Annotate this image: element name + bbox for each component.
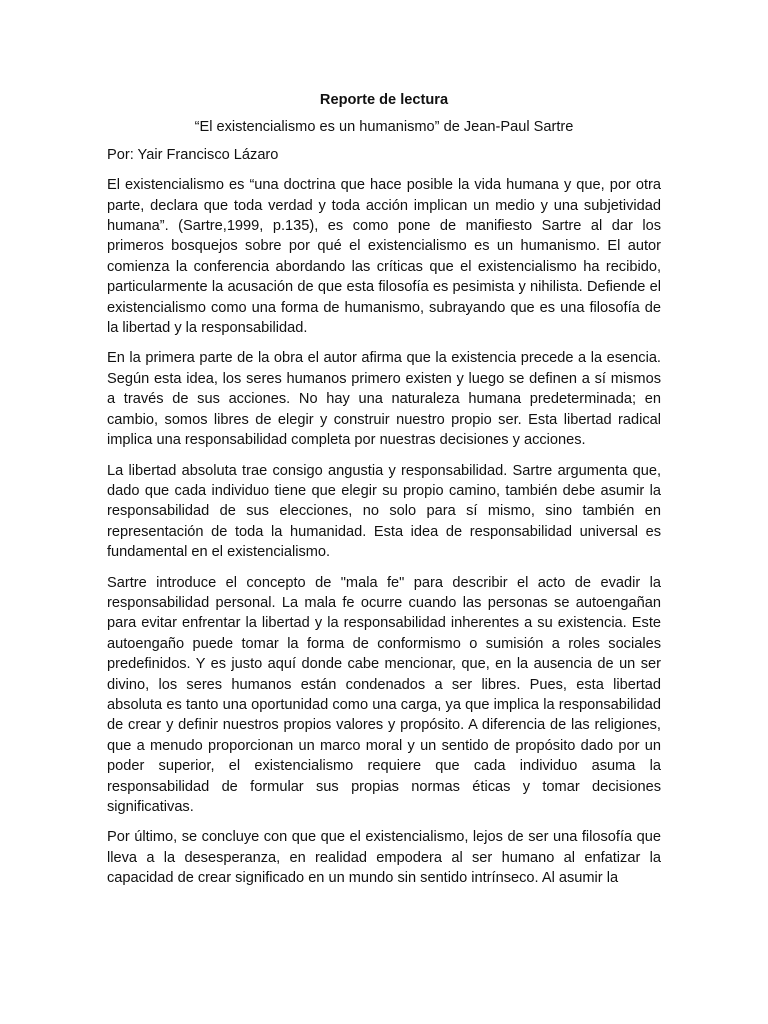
document-subtitle: “El existencialismo es un humanismo” de Jean-Paul Sartre: [194, 119, 574, 136]
document-body: [107, 90, 661, 899]
document-author: Por: Yair Francisco Lázaro: [107, 146, 279, 163]
paragraph-4: Sartre introduce el concepto de "mala fe" para describir el acto de evadir la responsabilidad personal. La mala fe ocurre cuando las personas se autoengañan para evitar enfrentar la libertad y la responsabilidad inherentes a su existencia. Este autoengaño puede tomar la forma de conformismo o sumisión a roles sociales predefinidos. Y es justo aquí donde cabe mencionar, que, en la ausencia de un ser divino, los seres humanos están condenados a ser libres. Pues, esta libertad absoluta es tanto una oportunidad como una carga, ya que implica la responsabilidad de crear y definir nuestros propios valores y propósito. A diferencia de las religiones, que a menudo proporcionan un marco moral y un sentido de propósito dado por un poder superior, el existencialismo requiere que cada individuo asuma la responsabilidad de formular sus propias normas éticas y tomar decisiones significativas.: [107, 574, 661, 815]
paragraph-2: En la primera parte de la obra el autor afirma que la existencia precede a la esencia. Según esta idea, los seres humanos primero existen y luego se definen a sí mismos a través de sus acciones. No hay una naturaleza humana predeterminada; en cambio, somos libres de elegir y construir nuestro propio ser. Esta libertad radical implica una responsabilidad completa por nuestras decisiones y acciones.: [107, 350, 661, 449]
paragraph-5: Por último, se concluye con que que el existencialismo, lejos de ser una filosofía que lleva a la desesperanza, en realidad empodera al ser humano al enfatizar la capacidad de crear significado en un mundo sin sentido intrínseco. Al asumir la: [107, 829, 661, 887]
document-title: Reporte de lectura: [319, 92, 449, 108]
paragraph-3: La libertad absoluta trae consigo angustia y responsabilidad. Sartre argumenta que, dado que cada individuo tiene que elegir su propio camino, también debe asumir la responsabilidad de sus elecciones, no solo para sí mismo, sino también en representación de toda la humanidad. Esta idea de responsabilidad universal es fundamental en el existencialismo.: [107, 462, 661, 561]
paragraph-1: El existencialismo es “una doctrina que hace posible la vida humana y que, por otra parte, declara que toda verdad y toda acción implican un medio y una subjetividad humana”. (Sartre,1999, p.135), es como pone de manifiesto Sartre al dar los primeros bosquejos sobre por qué el existencialismo es un humanismo. El autor comienza la conferencia abordando las críticas que el existencialismo ha recibido, particularmente la acusación de que esta filosofía es pesimista y nihilista. Defiende el existencialismo como una forma de humanismo, subrayando que es una filosofía de la libertad y la responsabilidad.: [107, 177, 661, 337]
